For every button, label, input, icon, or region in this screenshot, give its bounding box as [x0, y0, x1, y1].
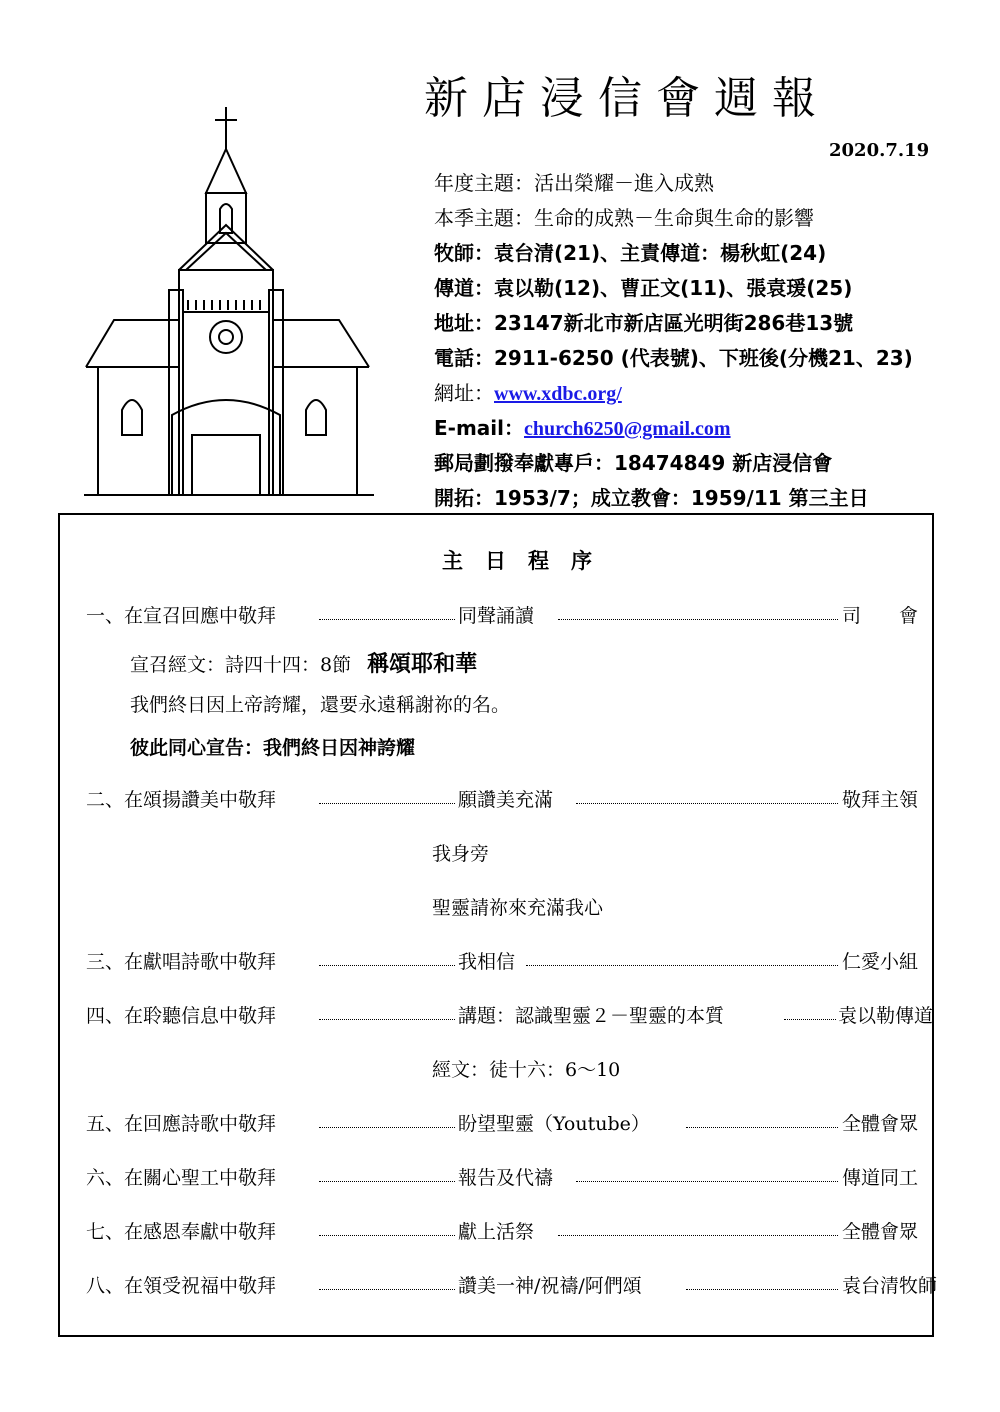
item-heading: 一、在宣召回應中敬拜 — [86, 605, 277, 627]
item-content: 報告及代禱 — [458, 1167, 554, 1189]
email-line — [434, 411, 954, 446]
program-item — [86, 1163, 919, 1193]
dot-leader — [558, 619, 838, 620]
dot-leader — [526, 965, 838, 966]
item-leader: 傳道同工 — [842, 1167, 919, 1189]
website-label: 網址： — [434, 381, 494, 405]
program-item — [86, 1217, 919, 1247]
season-theme: 本季主題：生命的成熟－生命與生命的影響 — [434, 206, 814, 230]
email-link[interactable]: church6250@gmail.com — [524, 418, 731, 440]
item-content: 我相信 — [458, 951, 516, 973]
song-1: 我身旁 — [432, 843, 490, 865]
year-theme: 年度主題：活出榮耀－進入成熟 — [434, 171, 714, 195]
item-leader: 袁以勒傳道 — [838, 1005, 934, 1027]
item-heading: 二、在頌揚讚美中敬拜 — [86, 789, 277, 811]
founded-info: 開拓：1953/7；成立教會：1959/11 第三主日 — [434, 486, 869, 510]
program-item — [86, 785, 919, 815]
item-heading: 三、在獻唱詩歌中敬拜 — [86, 951, 277, 973]
phone-info: 電話：2911-6250 (代表號)、下班後(分機21、23) — [434, 346, 913, 370]
dot-leader — [558, 1235, 838, 1236]
dot-leader — [686, 1127, 838, 1128]
program-item — [86, 601, 919, 631]
item-heading: 八、在領受祝福中敬拜 — [86, 1275, 277, 1297]
dot-leader — [319, 1019, 455, 1020]
call-verse-line — [130, 647, 477, 678]
item-leader: 敬拜主領 — [842, 789, 919, 811]
call-verse-title: 稱頌耶和華 — [367, 651, 478, 677]
address-info: 地址：23147新北市新店區光明街286巷13號 — [434, 311, 854, 335]
item-heading: 六、在關心聖工中敬拜 — [86, 1167, 277, 1189]
item-leader: 司 會 — [842, 605, 919, 627]
pastor-info: 牧師：袁台清(21)、主責傳道：楊秋虹(24) — [434, 241, 827, 265]
item-heading: 五、在回應詩歌中敬拜 — [86, 1113, 277, 1135]
program-item — [86, 1271, 938, 1301]
website-link[interactable]: www.xdbc.org/ — [494, 383, 622, 405]
bulletin-date: 2020.7.19 — [829, 140, 930, 161]
item-content: 講題：認識聖靈２－聖靈的本質 — [458, 1005, 725, 1027]
program-item — [86, 1001, 934, 1031]
dot-leader — [319, 1127, 455, 1128]
dot-leader — [576, 1181, 838, 1182]
program-title: 主日程序 — [442, 548, 614, 573]
dot-leader — [576, 803, 838, 804]
item-leader: 袁台清牧師 — [842, 1275, 938, 1297]
dot-leader — [319, 1181, 455, 1182]
dot-leader — [319, 1235, 455, 1236]
preachers-info: 傳道：袁以勒(12)、曹正文(11)、張袁瑗(25) — [434, 276, 853, 300]
program-item — [86, 947, 919, 977]
website-line — [434, 376, 954, 411]
item-content: 讚美一神/祝禱/阿們頌 — [458, 1275, 642, 1297]
call-verse-ref: 宣召經文：詩四十四：8節 — [130, 654, 352, 676]
item-heading: 四、在聆聽信息中敬拜 — [86, 1005, 277, 1027]
item-content: 同聲誦讀 — [458, 605, 535, 627]
program-item — [86, 1109, 919, 1139]
dot-leader — [319, 803, 455, 804]
declaration: 彼此同心宣告：我們終日因神誇耀 — [130, 737, 416, 759]
dot-leader — [784, 1019, 836, 1020]
song-2: 聖靈請祢來充滿我心 — [432, 897, 604, 919]
dot-leader — [319, 965, 455, 966]
order-of-service — [58, 513, 938, 1337]
scripture: 經文：徒十六：6～10 — [432, 1059, 621, 1081]
item-content: 願讚美充滿 — [458, 789, 554, 811]
dot-leader — [686, 1289, 838, 1290]
church-illustration — [84, 105, 384, 500]
item-content: 獻上活祭 — [458, 1221, 535, 1243]
dot-leader — [319, 1289, 455, 1290]
bulletin-title: 新店浸信會週報 — [424, 73, 830, 124]
item-content: 盼望聖靈（Youtube） — [458, 1113, 650, 1135]
postal-info: 郵局劃撥奉獻專戶：18474849 新店浸信會 — [434, 451, 833, 475]
item-heading: 七、在感恩奉獻中敬拜 — [86, 1221, 277, 1243]
call-verse-text: 我們終日因上帝誇耀，還要永遠稱謝祢的名。 — [130, 694, 511, 716]
email-label: E-mail： — [434, 416, 525, 440]
item-leader: 全體會眾 — [842, 1221, 919, 1243]
item-leader: 全體會眾 — [842, 1113, 919, 1135]
dot-leader — [319, 619, 455, 620]
church-info — [434, 166, 954, 516]
item-leader: 仁愛小組 — [842, 951, 919, 973]
